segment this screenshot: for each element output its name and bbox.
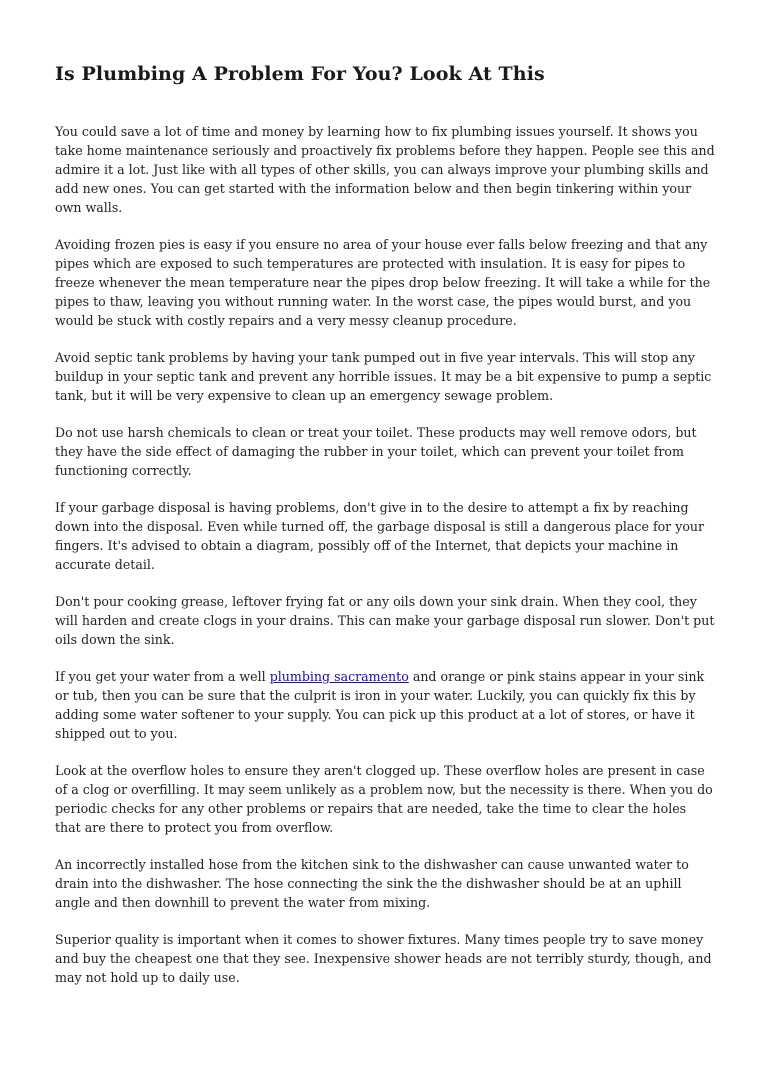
paragraph-harsh-chemicals: Do not use harsh chemicals to clean or treat your toilet. These products may well remove odors, but they have the side effect of damaging the rubber in your toilet, which can prevent your toilet from functioning correctly.	[55, 424, 697, 478]
paragraph-overflow-holes: Look at the overflow holes to ensure they aren't clogged up. These overflow holes are present in case of a clog or overfilling. It may seem unlikely as a problem now, but the necessity is there. When you do periodic checks for any other problems or repairs that are needed, take the time to clear the holes that are there to protect you from overflow.	[55, 763, 713, 835]
paragraph-frozen-pipes: Avoiding frozen pies is easy if you ensure no area of your house ever falls below freezing and that any pipes which are exposed to such temperatures are protected with insulation. It is easy for pipes to freeze whenever the mean temperature near the pipes drop below freezing. It will take a while for the pipes to thaw, leaving you without running water. In the worst case, the pipes would burst, and you would be stuck with costly repairs and a very messy cleanup procedure.	[55, 236, 711, 328]
paragraph-cooking-grease: Don't pour cooking grease, leftover frying fat or any oils down your sink drain. When they cool, they will harden and create clogs in your drains. This can make your garbage disposal run slower. Don't put oils down the sink.	[55, 594, 715, 647]
paragraph-shower-fixtures: Superior quality is important when it comes to shower fixtures. Many times people try to save money and buy the cheapest one that they see. Inexpensive shower heads are not terribly sturdy, though, and may not hold up to daily use.	[55, 932, 712, 986]
paragraph-garbage-disposal: If your garbage disposal is having problems, don't give in to the desire to attempt a fix by reaching down into the disposal. Even while turned off, the garbage disposal is still a dangerous place for your fingers. It's advised to obtain a diagram, possibly off of the Internet, that depicts your machine in accurate detail.	[55, 500, 705, 572]
page-title: Is Plumbing A Problem For You? Look At This	[55, 63, 545, 85]
paragraph-text-before-link: If you get your water from a well	[55, 669, 270, 685]
plumbing-sacramento-link[interactable]: plumbing sacramento	[269, 669, 409, 685]
paragraph-septic-tank: Avoid septic tank problems by having your tank pumped out in five year intervals. This will stop any buildup in your septic tank and prevent any horrible issues. It may be a bit expensive to pump a septic tank, but it will be very expensive to clean up an emergency sewage problem.	[55, 349, 712, 403]
paragraph-intro: You could save a lot of time and money by learning how to fix plumbing issues yourself. It shows you take home maintenance seriously and proactively fix problems before they happen. People see this and admire it a lot. Just like with all types of other skills, you can always improve your plumbing skills and add new ones. You can get started with the information below and then begin tinkering within your own walls.	[55, 124, 715, 215]
paragraph-text-after-link: and orange or pink stains appear in your sink or tub, then you can be sure that the culprit is iron in your water. Luckily, you can quickly fix this by adding some water softener to your supply. You can pick up this product at a lot of stores, or have it shipped out to you.	[55, 669, 705, 741]
paragraph-dishwasher-hose: An incorrectly installed hose from the kitchen sink to the dishwasher can cause unwanted water to drain into the dishwasher. The hose connecting the sink the the dishwasher should be at an uphill angle and then downhill to prevent the water from mixing.	[55, 857, 689, 911]
document-page	[55, 58, 715, 1006]
paragraph-well-water	[55, 668, 715, 744]
